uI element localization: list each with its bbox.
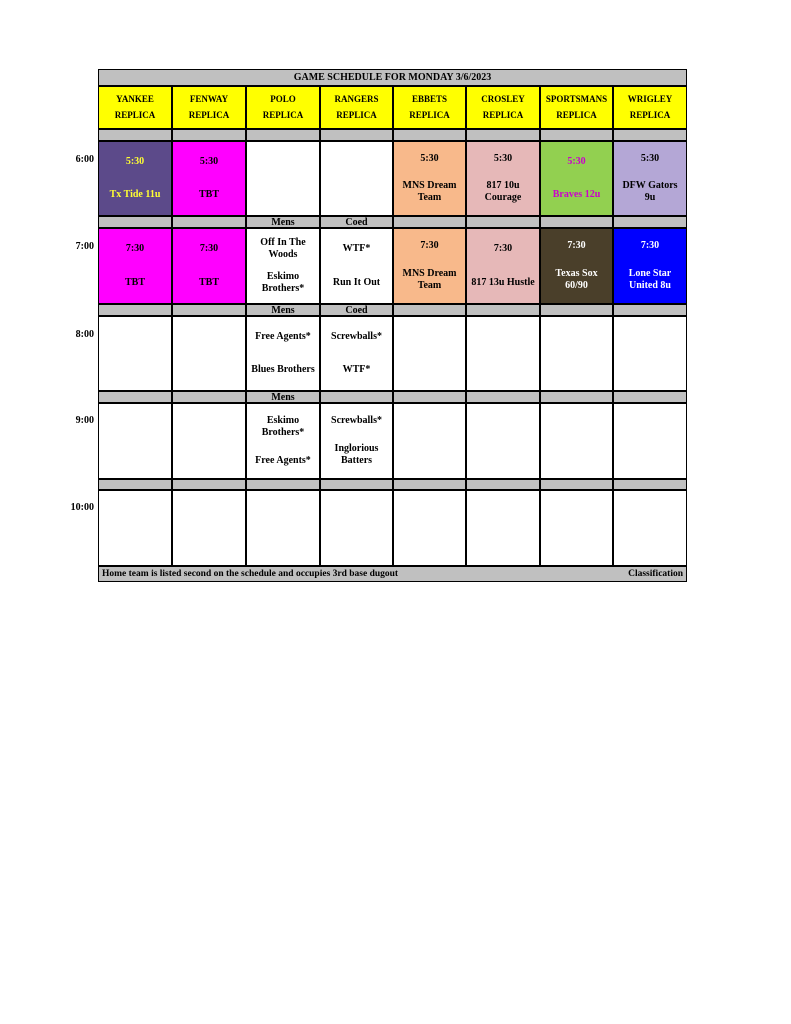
game-slot-bottom: Free Agents* [255,455,311,466]
field-sub: REPLICA [262,110,304,121]
game-slot-top: 7:30 [640,240,660,251]
division-label [393,304,466,316]
time-label: 7:00 [75,241,94,252]
division-label [466,216,540,228]
game-cell [246,403,320,479]
division-label [172,304,246,316]
game-cell [246,141,320,216]
game-cell [320,228,393,304]
field-sub: REPLICA [556,110,597,121]
game-slot-top: Eskimo Brothers* [261,415,305,438]
division-label: Coed [320,304,393,316]
spacer-bar [246,129,320,141]
game-cell [393,316,466,391]
game-slot-bottom: Blues Brothers [251,364,315,376]
game-slot-top: Screwballs* [331,330,382,342]
footer-note: Home team is listed second on the schedule and occupies 3rd base dugout [102,569,399,579]
field-sub: REPLICA [482,110,524,121]
division-label [172,216,246,228]
game-cell [466,403,540,479]
game-cell [393,403,466,479]
game-cell [540,490,613,566]
spacer-bar [393,129,466,141]
division-label [393,216,466,228]
game-slot-bottom: 817 10u Courage [484,180,522,204]
spacer-bar [172,129,246,141]
division-label: Mens [246,391,320,403]
field-sub: REPLICA [188,110,230,121]
game-slot-top: 7:30 [420,240,439,251]
field-header-sportsmans [540,86,613,129]
game-cell [246,490,320,566]
division-label [540,479,613,490]
game-cell [466,228,540,304]
field-header-fenway [172,86,246,129]
field-name: SPORTSMANS [545,93,608,104]
division-label [393,479,466,490]
game-cell [613,141,687,216]
game-slot-top: 5:30 [567,155,586,167]
game-cell [540,141,613,216]
spacer-bar [613,129,687,141]
game-cell [466,141,540,216]
game-cell [172,228,246,304]
game-cell [320,141,393,216]
spacer-bar [320,129,393,141]
game-slot-bottom: 817 13u Hustle [471,277,535,288]
division-label [613,479,687,490]
division-label [540,391,613,403]
time-label: 9:00 [75,415,94,426]
game-slot-top: 5:30 [493,152,513,164]
game-cell [98,403,172,479]
footer-bar [98,566,687,582]
game-cell [320,403,393,479]
time-label: 8:00 [75,329,94,340]
game-cell [393,141,466,216]
game-cell [613,403,687,479]
division-label [613,304,687,316]
field-sub: REPLICA [629,110,671,121]
game-cell [246,316,320,391]
game-slot-top: 7:30 [493,243,513,254]
game-cell [246,228,320,304]
division-label [98,216,172,228]
game-cell [320,490,393,566]
field-header-rangers [320,86,393,129]
game-cell [98,228,172,304]
game-cell [540,316,613,391]
field-header-yankee [98,86,172,129]
field-sub: REPLICA [409,110,450,121]
game-slot-bottom: TBT [124,277,145,288]
game-slot-bottom: Tx Tide 11u [109,189,161,201]
game-cell [613,490,687,566]
division-label [613,391,687,403]
field-header-wrigley [613,86,687,129]
game-cell [98,490,172,566]
division-label [320,391,393,403]
division-label [98,304,172,316]
field-sub: REPLICA [336,110,377,121]
field-name: POLO [270,93,296,104]
game-cell [172,316,246,391]
field-name: EBBETS [411,93,448,104]
game-slot-top: 5:30 [640,152,660,164]
game-slot-bottom: Run It Out [332,277,381,288]
game-cell [540,403,613,479]
spacer-bar [540,129,613,141]
division-label [246,479,320,490]
game-slot-bottom: TBT [198,277,219,288]
game-slot-top: 5:30 [420,152,439,164]
game-slot-top: Screwballs* [331,415,382,426]
division-label: Coed [320,216,393,228]
field-header-polo [246,86,320,129]
game-slot-top: 5:30 [125,155,145,167]
field-name: WRIGLEY [627,93,673,104]
division-label [320,479,393,490]
game-slot-top: 5:30 [199,155,219,167]
division-label [172,391,246,403]
game-slot-top: Free Agents* [255,330,311,342]
division-label: Mens [246,216,320,228]
division-label [466,479,540,490]
game-cell [466,316,540,391]
game-cell [98,316,172,391]
game-slot-top: Off In The Woods [260,237,306,260]
game-slot-top: 7:30 [125,243,145,254]
field-name: FENWAY [189,93,229,104]
game-cell [320,316,393,391]
game-slot-bottom: MNS Dream Team [402,268,457,291]
field-header-ebbets [393,86,466,129]
game-slot-bottom: MNS Dream Team [402,180,457,204]
schedule-title: GAME SCHEDULE FOR MONDAY 3/6/2023 [98,69,687,86]
division-label: Mens [246,304,320,316]
field-name: YANKEE [116,93,154,104]
game-cell [393,228,466,304]
schedule-table [98,69,687,582]
field-sub: REPLICA [114,110,156,121]
game-cell [613,228,687,304]
game-slot-bottom: WTF* [342,364,371,376]
division-label [466,391,540,403]
game-cell [172,403,246,479]
game-cell [172,490,246,566]
game-slot-bottom: Lone Star United 8u [628,268,672,291]
division-label [540,304,613,316]
division-label [466,304,540,316]
game-slot-bottom: Inglorious Batters [334,443,379,466]
game-slot-bottom: DFW Gators 9u [622,180,678,204]
division-label [172,479,246,490]
time-label: 6:00 [75,154,94,165]
field-name: CROSLEY [481,93,525,104]
game-cell [466,490,540,566]
division-label [540,216,613,228]
field-name: RANGERS [334,93,379,104]
game-cell [172,141,246,216]
division-label [613,216,687,228]
game-slot-bottom: Braves 12u [552,189,601,201]
game-slot-bottom: Eskimo Brothers* [261,271,305,294]
spacer-bar [98,129,172,141]
game-slot-bottom: Texas Sox 60/90 [555,268,598,291]
game-slot-bottom: TBT [198,189,219,201]
game-slot-top: 7:30 [567,240,586,251]
time-label: 10:00 [70,502,94,513]
game-cell [98,141,172,216]
division-label [98,391,172,403]
division-label [393,391,466,403]
spacer-bar [466,129,540,141]
game-slot-top: 7:30 [199,243,219,254]
game-slot-top: WTF* [342,243,371,254]
field-header-crosley [466,86,540,129]
game-cell [393,490,466,566]
footer-classification: Classification [628,569,683,579]
game-cell [540,228,613,304]
game-cell [613,316,687,391]
division-label [98,479,172,490]
